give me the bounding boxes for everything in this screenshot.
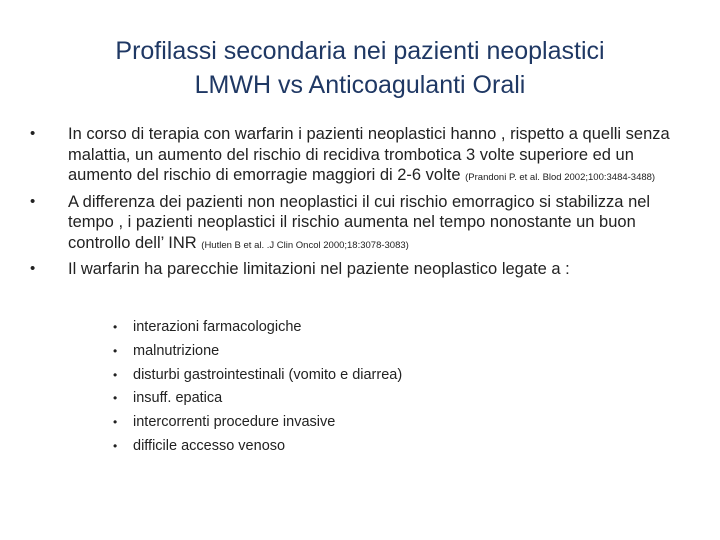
sub-bullet-marker: • — [113, 391, 118, 406]
sub-bullet-marker: • — [113, 343, 118, 358]
sub-bullet-text: insuff. epatica — [133, 390, 223, 407]
bullet-list — [30, 124, 690, 283]
sub-bullet-item — [113, 435, 402, 459]
sub-bullet-text: malnutrizione — [133, 342, 220, 359]
citation: (Prandoni P. et al. Blod 2002;100:3484-3488) — [465, 172, 656, 183]
sub-bullet-marker: • — [113, 415, 118, 430]
title-line-1: Profilassi secondaria nei pazienti neoplastici — [115, 37, 605, 65]
sub-bullet-list — [113, 316, 402, 459]
bullet-text: In corso di terapia con warfarin i pazienti neoplastici hanno , rispetto a quelli senza malattia, un aumento del rischio di recidiva trombotica 3 volte superiore ed un aumento del rischio di emorragie maggiori di 2-6 volte — [68, 125, 670, 184]
bullet-text: A differenza dei pazienti non neoplastici il cui rischio emorragico si stabilizza nel tempo , i pazienti neoplastici il rischio aumenta nel tempo nonostante un buon controllo dell’ INR — [68, 192, 651, 252]
bullet-marker: • — [30, 192, 36, 210]
sub-bullet-text: disturbi gastrointestinali (vomito e diarrea) — [133, 366, 403, 383]
sub-bullet-text: intercorrenti procedure invasive — [133, 414, 336, 431]
bullet-text: Il warfarin ha parecchie limitazioni nel paziente neoplastico legate a : — [68, 260, 570, 278]
sub-bullet-item — [113, 340, 402, 364]
sub-bullet-marker: • — [113, 438, 118, 453]
sub-bullet-marker: • — [113, 320, 118, 334]
slide-title — [40, 34, 680, 102]
sub-bullet-item — [113, 316, 402, 340]
sub-bullet-item — [113, 364, 402, 388]
bullet-item — [30, 124, 690, 189]
sub-bullet-text: interazioni farmacologiche — [133, 319, 302, 335]
sub-bullet-item — [113, 387, 402, 411]
sub-bullet-marker: • — [113, 367, 118, 382]
sub-bullet-text: difficile accesso venoso — [133, 437, 286, 454]
sub-bullet-item — [113, 411, 402, 435]
bullet-item — [30, 192, 690, 257]
bullet-item — [30, 259, 690, 280]
title-line-2: LMWH vs Anticoagulanti Orali — [194, 71, 526, 99]
citation: (Hutlen B et al. .J Clin Oncol 2000;18:3078-3083) — [201, 239, 409, 251]
bullet-marker: • — [30, 260, 36, 277]
bullet-marker: • — [30, 125, 36, 142]
